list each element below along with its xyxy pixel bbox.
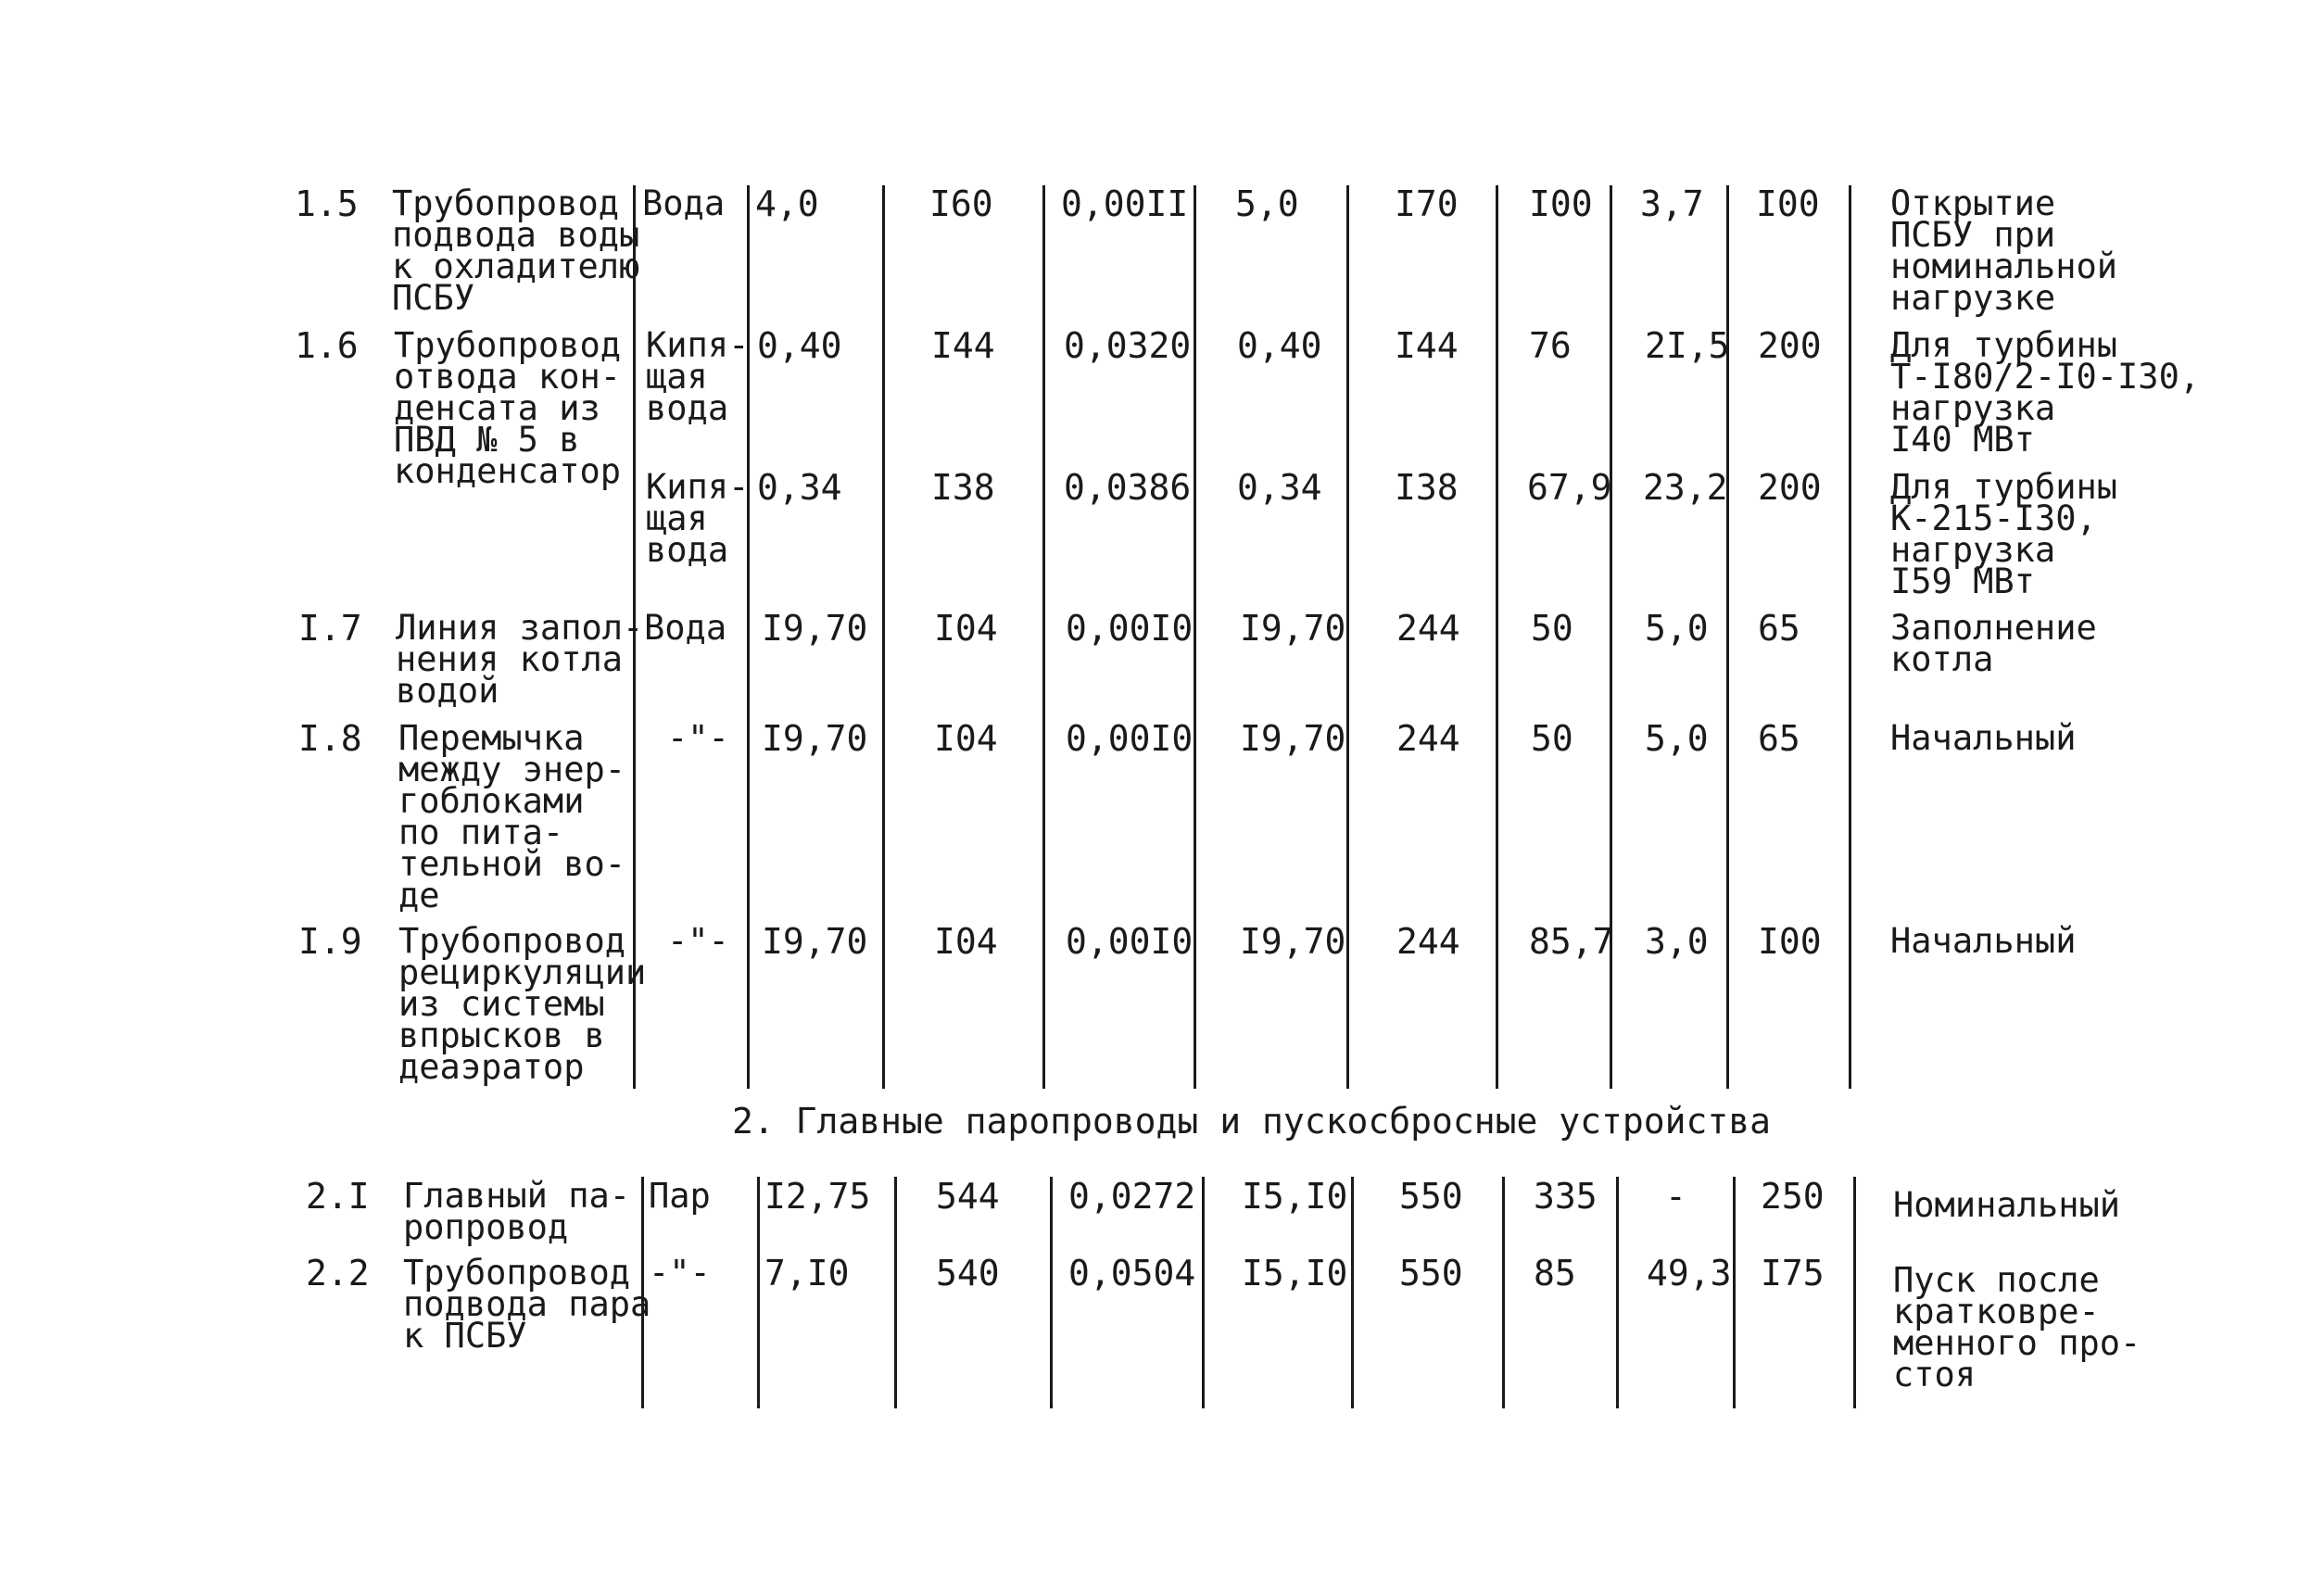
flow-value: 335 xyxy=(1534,1176,1598,1217)
medium: Пар xyxy=(649,1176,711,1216)
specific-volume: 0,00II xyxy=(1061,183,1189,224)
velocity-value: 5,0 xyxy=(1645,608,1709,649)
row-number: 1.6 xyxy=(295,325,359,366)
column-rule xyxy=(1351,1177,1354,1408)
pipeline-name: Перемычка между энер- гоблоками по пита- тельной во- де xyxy=(398,718,626,915)
temperature-design: I70 xyxy=(1395,183,1459,224)
temperature-working: I04 xyxy=(934,921,998,962)
temperature-working: 544 xyxy=(936,1176,1000,1217)
nominal-diameter: 200 xyxy=(1758,325,1822,366)
flow-value: 76 xyxy=(1529,325,1572,366)
nominal-diameter: 65 xyxy=(1758,718,1800,759)
pressure-working: I9,70 xyxy=(762,921,868,962)
velocity-value: 3,7 xyxy=(1640,183,1704,224)
row-number: 2.2 xyxy=(306,1253,370,1293)
section-title: 2. Главные паропроводы и пускосбросные устройства xyxy=(732,1101,1772,1142)
temperature-design: 244 xyxy=(1396,718,1460,759)
column-rule xyxy=(747,185,750,1089)
pressure-design: I5,I0 xyxy=(1242,1176,1348,1217)
column-rule xyxy=(1849,185,1851,1089)
pressure-working: 0,34 xyxy=(757,467,842,508)
operating-mode-note: Открытие ПСБУ при номинальной нагрузке xyxy=(1890,183,2118,318)
specific-volume: 0,0386 xyxy=(1064,467,1192,508)
operating-mode-note: Начальный xyxy=(1890,718,2077,758)
pressure-working: 7,I0 xyxy=(764,1253,850,1293)
velocity-value: 5,0 xyxy=(1645,718,1709,759)
flow-value: I00 xyxy=(1529,183,1593,224)
specific-volume: 0,0272 xyxy=(1068,1176,1196,1217)
temperature-design: 244 xyxy=(1396,921,1460,962)
nominal-diameter: I00 xyxy=(1756,183,1820,224)
temperature-working: I38 xyxy=(931,467,995,508)
pressure-design: 0,34 xyxy=(1237,467,1322,508)
column-rule xyxy=(1496,185,1498,1089)
operating-mode-note: Для турбины Т-I80/2-I0-I30, нагрузка I40 МВт xyxy=(1890,325,2201,460)
operating-mode-note: Для турбины К-215-I30, нагрузка I59 МВт xyxy=(1890,467,2118,601)
pressure-design: I9,70 xyxy=(1240,718,1346,759)
temperature-design: I44 xyxy=(1395,325,1459,366)
column-rule xyxy=(1346,185,1349,1089)
pressure-design: I5,I0 xyxy=(1242,1253,1348,1293)
pressure-design: 0,40 xyxy=(1237,325,1322,366)
pipeline-name: Главный па- ропровод xyxy=(403,1176,631,1247)
column-rule xyxy=(1853,1177,1856,1408)
operating-mode-note: Начальный xyxy=(1890,921,2077,961)
flow-value: 85,7 xyxy=(1529,921,1614,962)
pressure-working: 0,40 xyxy=(757,325,842,366)
row-number: I.8 xyxy=(298,718,362,759)
operating-mode-note: Пуск после кратковре- менного про- стоя xyxy=(1893,1260,2141,1394)
temperature-design: 244 xyxy=(1396,608,1460,649)
velocity-value: 49,3 xyxy=(1647,1253,1732,1293)
medium: Вода xyxy=(642,183,726,223)
nominal-diameter: 200 xyxy=(1758,467,1822,508)
medium: Вода xyxy=(644,608,727,648)
medium: -"- xyxy=(667,921,729,961)
medium: -"- xyxy=(667,718,729,758)
pipeline-name: Трубопровод рециркуляции из системы впрысков в деаэратор xyxy=(398,921,647,1087)
temperature-working: I60 xyxy=(929,183,993,224)
temperature-working: 540 xyxy=(936,1253,1000,1293)
row-number: I.9 xyxy=(298,921,362,962)
pressure-working: I9,70 xyxy=(762,608,868,649)
operating-mode-note: Заполнение котла xyxy=(1890,608,2097,679)
velocity-value: 23,2 xyxy=(1643,467,1728,508)
column-rule xyxy=(1616,1177,1619,1408)
nominal-diameter: I75 xyxy=(1761,1253,1825,1293)
pipeline-name: Трубопровод отвода кон- денсата из ПВД № 5 в конденсатор xyxy=(394,325,622,491)
medium: Кипя- щая вода xyxy=(646,467,750,570)
column-rule xyxy=(757,1177,760,1408)
pressure-working: I2,75 xyxy=(764,1176,871,1217)
pressure-working: I9,70 xyxy=(762,718,868,759)
flow-value: 85 xyxy=(1534,1253,1576,1293)
column-rule xyxy=(882,185,885,1089)
temperature-design: 550 xyxy=(1399,1176,1463,1217)
velocity-value: 2I,5 xyxy=(1645,325,1730,366)
specific-volume: 0,00I0 xyxy=(1066,921,1194,962)
operating-mode-note: Номинальный xyxy=(1893,1185,2121,1225)
medium: -"- xyxy=(649,1253,711,1293)
temperature-working: I44 xyxy=(931,325,995,366)
pipeline-name: Трубопровод подвода воды к охладителю ПСБУ xyxy=(392,183,640,318)
row-number: 2.I xyxy=(306,1176,370,1217)
temperature-design: I38 xyxy=(1395,467,1459,508)
column-rule xyxy=(1050,1177,1053,1408)
column-rule xyxy=(1733,1177,1736,1408)
nominal-diameter: 65 xyxy=(1758,608,1800,649)
column-rule xyxy=(1042,185,1045,1089)
specific-volume: 0,0320 xyxy=(1064,325,1192,366)
temperature-working: I04 xyxy=(934,608,998,649)
temperature-working: I04 xyxy=(934,718,998,759)
pipeline-name: Трубопровод подвода пара к ПСБУ xyxy=(403,1253,651,1356)
column-rule xyxy=(894,1177,897,1408)
flow-value: 50 xyxy=(1531,608,1573,649)
specific-volume: 0,0504 xyxy=(1068,1253,1196,1293)
medium: Кипя- щая вода xyxy=(646,325,750,428)
specific-volume: 0,00I0 xyxy=(1066,718,1194,759)
column-rule xyxy=(1726,185,1729,1089)
nominal-diameter: I00 xyxy=(1758,921,1822,962)
pipeline-name: Линия запол- нения котла водой xyxy=(396,608,644,711)
column-rule xyxy=(1502,1177,1505,1408)
pressure-design: I9,70 xyxy=(1240,608,1346,649)
velocity-value: - xyxy=(1665,1176,1686,1217)
temperature-design: 550 xyxy=(1399,1253,1463,1293)
row-number: 1.5 xyxy=(295,183,359,224)
column-rule xyxy=(1194,185,1196,1089)
pressure-working: 4,0 xyxy=(755,183,819,224)
flow-value: 67,9 xyxy=(1527,467,1612,508)
pressure-design: I9,70 xyxy=(1240,921,1346,962)
pressure-design: 5,0 xyxy=(1235,183,1299,224)
specific-volume: 0,00I0 xyxy=(1066,608,1194,649)
nominal-diameter: 250 xyxy=(1761,1176,1825,1217)
flow-value: 50 xyxy=(1531,718,1573,759)
column-rule xyxy=(1202,1177,1205,1408)
row-number: I.7 xyxy=(298,608,362,649)
velocity-value: 3,0 xyxy=(1645,921,1709,962)
